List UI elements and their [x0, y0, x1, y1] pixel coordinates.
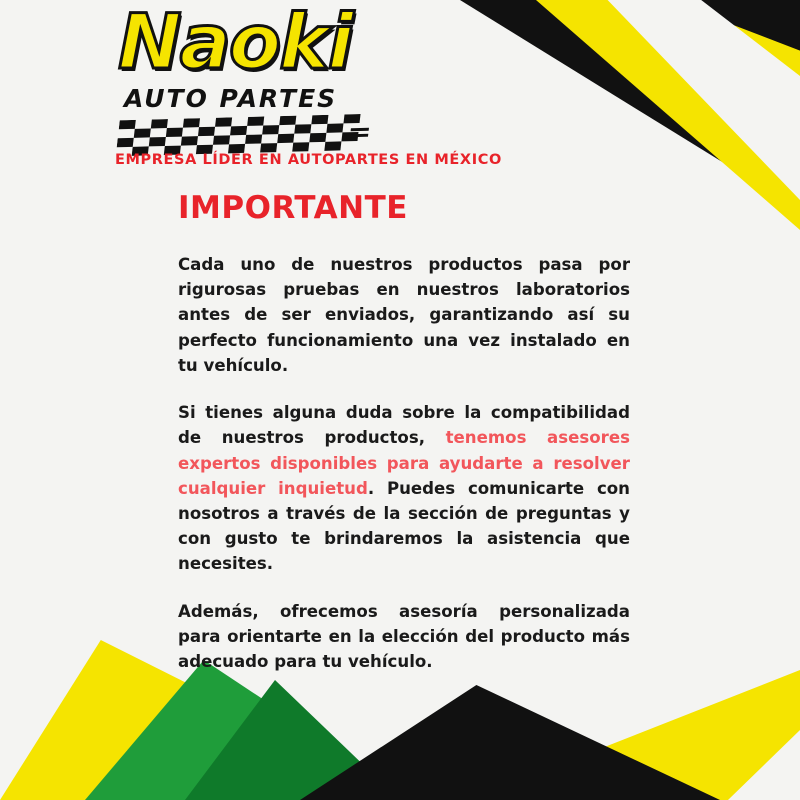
brand-tagline: EMPRESA LÍDER EN AUTOPARTES EN MÉXICO	[115, 152, 502, 168]
notice-paragraph-2-part-2: . Puedes comunicarte con nosotros a través de la sección de preguntas y con gusto te brindaremos la asistencia que necesites.	[178, 478, 630, 574]
notice-paragraph-3: Además, ofrecemos asesoría personalizada para orientarte en la elección del producto más adecuado para tu vehículo.	[178, 601, 630, 672]
notice-paragraph-2-highlight: tenemos asesores expertos disponibles para ayudarte a resolver cualquier inquietud	[178, 428, 630, 498]
notice-paragraph-2	[178, 400, 630, 577]
notice-paragraph-1: Cada uno de nuestros productos pasa por rigurosas pruebas en nuestros laboratorios antes de ser enviados, garantizando así su perfecto funcionamiento una vez instalado en tu vehículo.	[178, 255, 630, 375]
header	[0, 0, 800, 180]
notice-content	[178, 190, 630, 696]
brand-logo	[110, 0, 470, 155]
brand-subtitle: AUTO PARTES	[124, 84, 338, 113]
notice-title: IMPORTANTE	[178, 190, 408, 226]
flag-tail-lines	[350, 127, 371, 139]
notice-paragraph-2-part-1: Si tienes alguna duda sobre la compatibilidad de nuestros productos,	[178, 403, 630, 448]
brand-name: Naoki	[118, 0, 352, 86]
